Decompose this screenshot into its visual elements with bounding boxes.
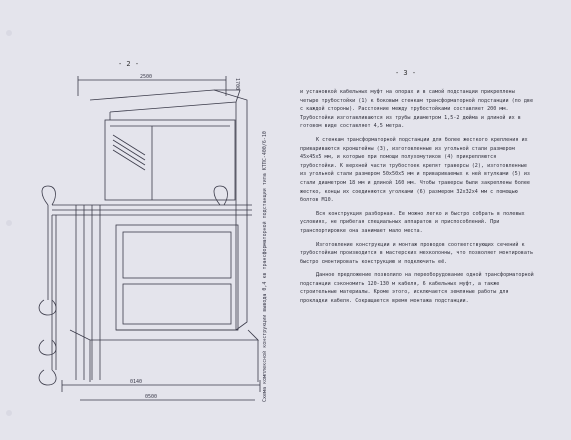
dim-bottom-a: 0140 — [130, 379, 143, 385]
binder-hole — [6, 410, 12, 416]
left-page-number: - 2 - — [118, 60, 140, 68]
paragraph: и установкой кабельных муфт на опорах и в самой подстанции прикреплены четыре трубостойки (1) к боковым стенкам трансформаторной подстанции (по две с каждой стороны). Расстояние между трубостойками составляет 200 мм. Трубостойки изготавливаются из трубы диаметром 1,5-2 дюйма и длиной их в готовом виде составляет 4,5 метра. — [300, 89, 534, 130]
binder-hole — [6, 220, 12, 226]
dim-top: 2500 — [140, 74, 153, 80]
binder-hole — [6, 30, 12, 36]
dim-bottom-b: 0500 — [145, 394, 158, 400]
dim-right-top: 1700 — [234, 78, 240, 91]
paragraph: Вся конструкция разборная. Ее можно легко и быстро собрать в полевых условиях, не прибегая специальных аппаратов и приспособлений. При транспортировке она занимает мало места. — [300, 210, 525, 234]
paragraph: Данное предложение позволило на переоборудование одной трансформаторной подстанции сэкономить 120-130 м кабеля, 6 кабельных муфт, а также строительные материалы. Кроме этого, исключается земляные работы для прокладки кабеля. Сокращается время монтажа подстанции. — [300, 272, 534, 305]
right-page-number: - 3 - — [395, 69, 417, 77]
paragraph: К стенкам трансформаторной подстанции для более жесткого крепления их привариваются кронштейны (3), изготовленные из угольной стали размером 45х45х5 мм, и которые при помощи полухомутиков (4) прикрепляются трубостойки. К верхней части трубостоек крепят траверсы (2), изготовленные из угольной стали размером 50х50х5 мм и привариваемых к ней втулками (5) из стали диаметром 18 мм и длиной 160 мм. Чтобы траверсы были закреплены более жестко, концы их соединяются уголками (6) размером 32х32х4 мм с помощью болтов М10. — [300, 136, 531, 204]
figure-caption: Схема комплексной конструкции вывода 0,4 кв трансформаторной подстанции типа КТПС-400/6-10 — [262, 131, 268, 402]
right-page-body — [300, 88, 536, 311]
paragraph: Изготовление конструкции и монтаж проводов соответствующих сечений к трубостойкам производится в мастерских мехколонны, что позволяет монтировать быстро смонтировать конструкцию и подключить её. — [300, 241, 534, 265]
